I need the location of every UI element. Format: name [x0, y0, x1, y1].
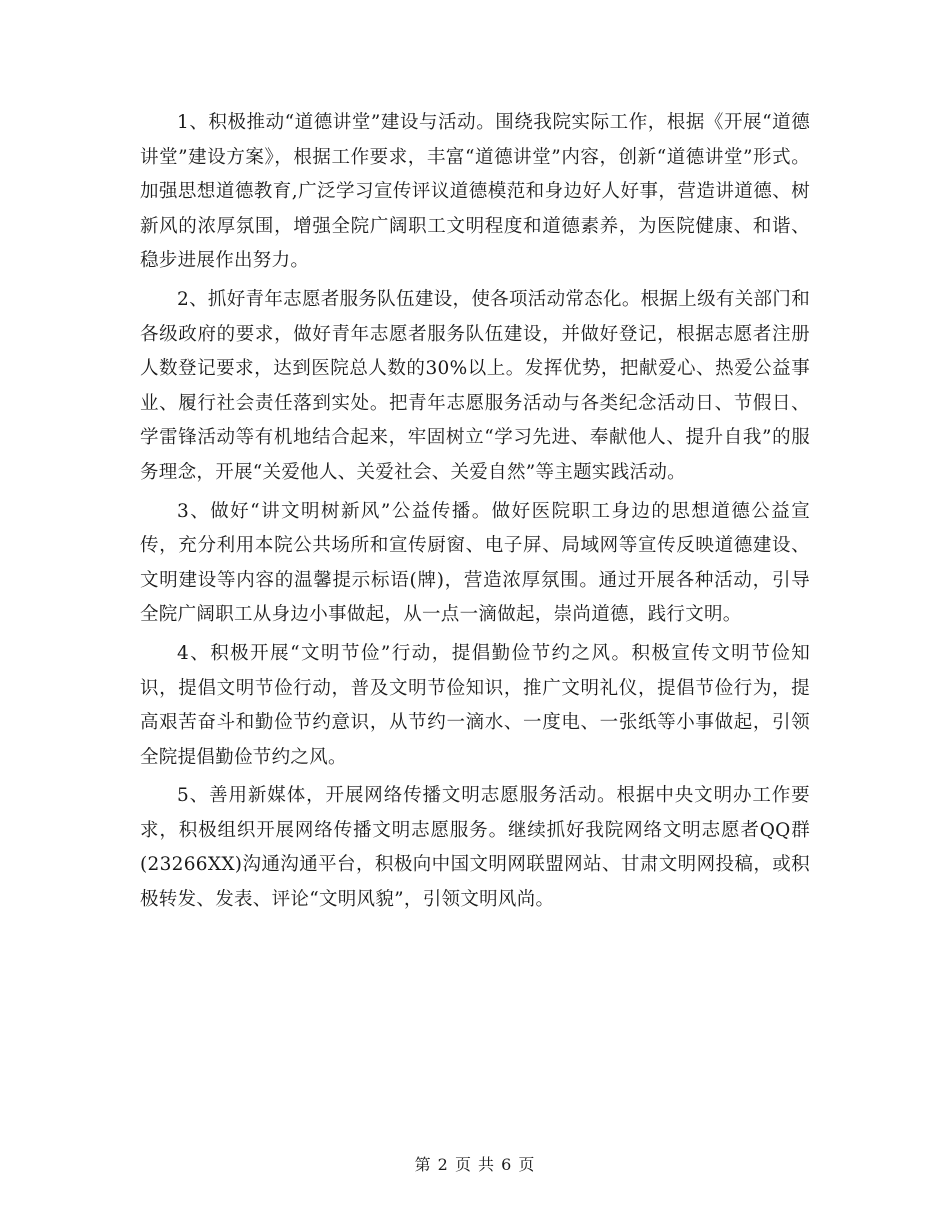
paragraph-4: 4、积极开展“文明节俭”行动，提倡勤俭节约之风。积极宣传文明节俭知识，提倡文明节俭行动，普及文明节俭知识，推广文明礼仪，提倡节俭行为，提高艰苦奋斗和勤俭节约意识，从节约一滴水、一度电、一张纸等小事做起，引领全院提倡勤俭节约之风。	[140, 642, 810, 768]
paragraph-5: 5、善用新媒体，开展网络传播文明志愿服务活动。根据中央文明办工作要求，积极组织开展网络传播文明志愿服务。继续抓好我院网络文明志愿者QQ群(23266XX)沟通沟通平台，积极向中国文明网联盟网站、甘肃文明网投稿，或积极转发、发表、评论“文明风貌”，引领文明风尚。	[140, 785, 810, 911]
paragraph-1: 1、积极推动“道德讲堂”建设与活动。围绕我院实际工作，根据《开展“道德讲堂”建设方案》，根据工作要求，丰富“道德讲堂”内容，创新“道德讲堂”形式。加强思想道德教育,广泛学习宣传评议道德模范和身边好人好事，营造讲道德、树新风的浓厚氛围，增强全院广阔职工文明程度和道德素养，为医院健康、和谐、稳步进展作出努力。	[140, 112, 810, 272]
paragraph-2: 2、抓好青年志愿者服务队伍建设，使各项活动常态化。根据上级有关部门和各级政府的要求，做好青年志愿者服务队伍建设，并做好登记，根据志愿者注册人数登记要求，达到医院总人数的30%以上。发挥优势，把献爱心、热爱公益事业、履行社会责任落到实处。把青年志愿服务活动与各类纪念活动日、节假日、学雷锋活动等有机地结合起来，牢固树立“学习先进、奉献他人、提升自我”的服务理念，开展“关爱他人、关爱社会、关爱自然”等主题实践活动。	[140, 288, 810, 483]
paragraph-3: 3、做好“讲文明树新风”公益传播。做好医院职工身边的思想道德公益宣传，充分利用本院公共场所和宣传厨窗、电子屏、局域网等宣传反映道德建设、文明建设等内容的温馨提示标语(牌)，营造浓厚氛围。通过开展各种活动，引导全院广阔职工从身边小事做起，从一点一滴做起，崇尚道德，践行文明。	[140, 500, 810, 626]
page-number-footer: 第 2 页 共 6 页	[414, 1155, 536, 1174]
document-body	[140, 106, 810, 922]
